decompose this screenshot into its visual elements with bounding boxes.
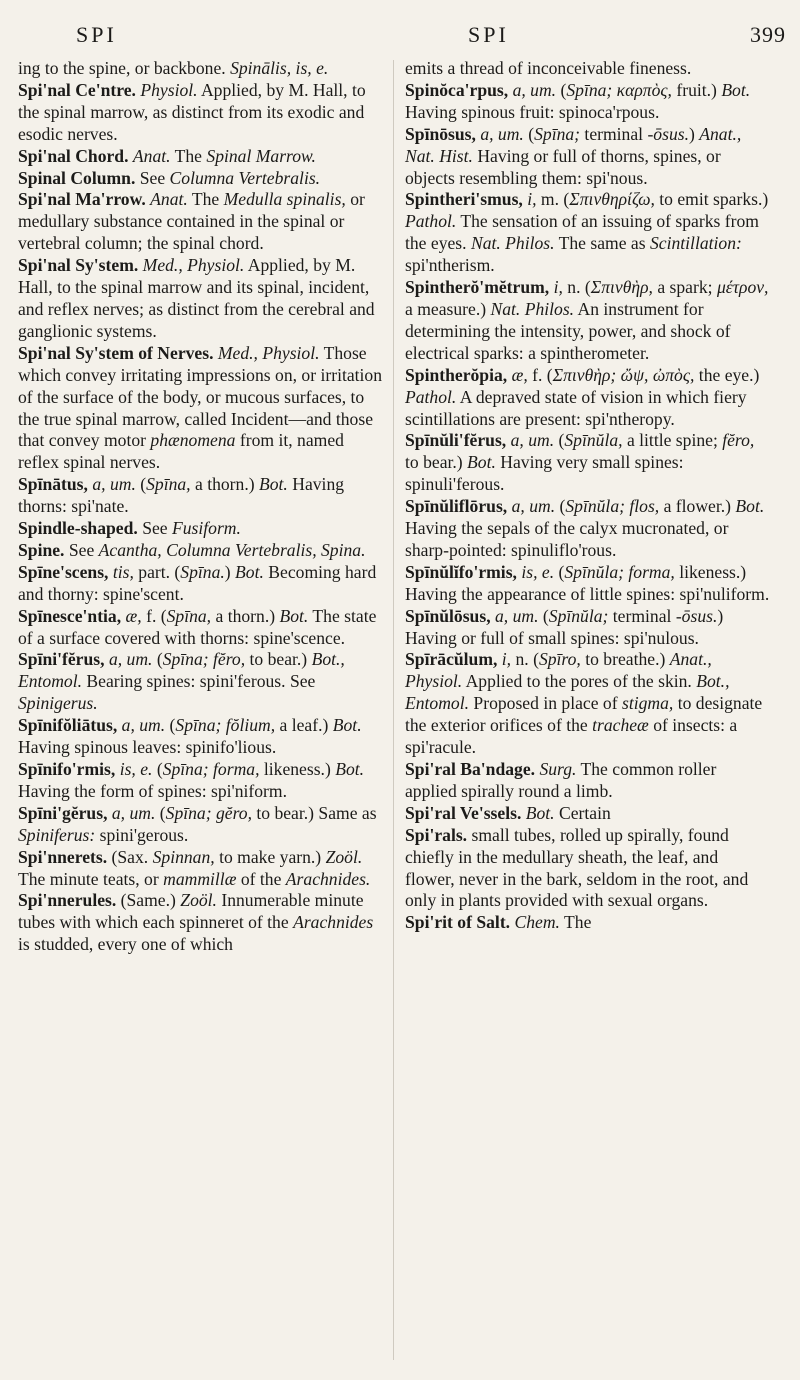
running-head-right: SPI <box>468 22 509 47</box>
entry-italic-text: Bot. <box>235 561 264 582</box>
entry-italic-text: Spīna; gĕro, <box>165 802 252 823</box>
entry-italic-text: Bot. <box>721 79 751 100</box>
entry-italic-text: Spīro, <box>538 649 581 670</box>
dictionary-entry <box>405 277 771 365</box>
entry-text: (Sax. <box>107 846 153 867</box>
entry-headword: Spi'nal Ce'ntre. <box>18 79 136 100</box>
entry-italic-text: a, um. <box>480 123 524 144</box>
dictionary-entry <box>405 430 771 496</box>
entry-italic-text: tracheæ <box>592 715 649 736</box>
entry-headword: Spīnŭliflōrus, <box>405 496 508 517</box>
entry-text: See <box>137 518 172 539</box>
entry-italic-text: Anat., Physiol. <box>405 649 712 692</box>
entry-text: Bearing spines: spini'ferous. See <box>82 671 316 692</box>
entry-text: ) <box>224 561 236 582</box>
entry-italic-text: Bot. <box>279 605 309 626</box>
dictionary-entry <box>405 759 771 803</box>
right-column <box>405 58 771 934</box>
entry-text: to breathe.) <box>580 649 670 670</box>
entry-text: ( <box>555 496 566 517</box>
dictionary-entry <box>18 759 384 803</box>
entry-italic-text: a, um. <box>121 715 166 736</box>
entry-italic-text: μέτρον, <box>716 277 769 298</box>
entry-italic-text: i, <box>501 649 512 670</box>
entry-text: the eye.) <box>694 364 760 385</box>
entry-italic-text: Physiol. <box>140 79 198 100</box>
entry-text: Applied, by M. Hall, to the spinal marrow and its spinal, incident, and reflex nerves; as distinct from the cerebral and ganglionic systems. <box>18 255 375 341</box>
entry-text: spini'gerous. <box>95 824 189 845</box>
entry-italic-text: Medulla spinalis, <box>223 189 346 210</box>
entry-italic-text: -ōsus. <box>647 123 689 144</box>
entry-italic-text: Spīna. <box>180 561 225 582</box>
entry-text: ( <box>155 802 166 823</box>
dictionary-entry <box>18 80 384 146</box>
dictionary-entry <box>18 343 384 474</box>
entry-headword: Spīnŭlōsus, <box>405 605 491 626</box>
entry-italic-text: Pathol. <box>405 211 457 232</box>
entry-text: to bear.) Same as <box>251 802 377 823</box>
dictionary-entry <box>18 146 384 168</box>
entry-text: The <box>187 189 224 210</box>
entry-italic-text: Pathol. <box>405 386 457 407</box>
dictionary-entry <box>405 189 771 277</box>
entry-headword: Spi'nnerules. <box>18 890 117 911</box>
dictionary-entry <box>405 365 771 431</box>
dictionary-entry <box>405 80 771 124</box>
page-header <box>18 22 786 52</box>
entry-italic-text: Zoöl. <box>180 890 217 911</box>
dictionary-entry <box>18 715 384 759</box>
entry-italic-text: mammillæ <box>163 868 237 889</box>
entry-italic-text: Zoöl. <box>325 846 363 867</box>
dictionary-entry <box>405 58 771 80</box>
entry-text: ing to the spine, or backbone. <box>18 58 231 78</box>
entry-text: to bear.) <box>405 452 468 473</box>
entry-headword: Spi'ral Ba'ndage. <box>405 759 536 779</box>
entry-text: of insects: a spi'racule. <box>405 715 738 758</box>
entry-text: The minute teats, or <box>18 868 164 889</box>
entry-headword: Spīnŭli'fĕrus, <box>405 430 507 451</box>
entry-text: Certain <box>554 802 611 823</box>
entry-text: ( <box>165 715 176 736</box>
entry-italic-text: Σπινθηρίζω, <box>569 189 655 210</box>
entry-text: f. ( <box>527 364 553 385</box>
entry-italic-text: a, um. <box>511 496 556 517</box>
entry-text: is studded, every one of which <box>18 934 233 955</box>
entry-text: a little spine; <box>622 430 723 451</box>
entry-text: a spark; <box>652 277 717 298</box>
entry-text: ( <box>556 79 567 100</box>
entry-italic-text: Bot. <box>467 452 496 473</box>
entry-text: An instrument for determining the intensity, power, and shock of electrical sparks: a spintherometer. <box>405 298 731 363</box>
entry-text: likeness.) Having the appearance of little spines: spi'nuliform. <box>405 561 770 604</box>
entry-headword: Spi'nal Ma'rrow. <box>18 189 146 210</box>
entry-text: Having spinous fruit: spinoca'rpous. <box>405 101 660 122</box>
entry-headword: Spi'rit of Salt. <box>405 912 511 933</box>
entry-text: terminal <box>608 605 676 626</box>
entry-text: Having thorns: spi'nate. <box>18 474 345 517</box>
entry-italic-text: Spīna; <box>534 123 581 144</box>
entry-italic-text: Spinal Marrow. <box>206 145 316 166</box>
entry-text: of the <box>236 868 286 889</box>
entry-italic-text: Surg. <box>539 759 577 779</box>
entry-italic-text: i, <box>527 189 537 210</box>
entry-italic-text: Spīnŭla, <box>564 430 623 451</box>
entry-headword: Spi'nal Chord. <box>18 145 129 166</box>
entry-italic-text: Spinālis, is, e. <box>230 58 329 78</box>
entry-text: Proposed in place of <box>469 693 622 714</box>
entry-italic-text: Σπινθὴρ, <box>590 277 653 298</box>
entry-italic-text: Chem. <box>514 912 560 933</box>
entry-italic-text: Bot. <box>735 496 765 517</box>
entry-italic-text: is, e. <box>119 759 153 779</box>
entry-text: ) <box>689 123 700 144</box>
entry-text: m. ( <box>536 189 570 210</box>
entry-italic-text: Σπινθὴρ; ὤψ, ὠπὸς, <box>552 364 695 385</box>
entry-text: Innumerable minute tubes with which each spinneret of the <box>18 890 364 933</box>
entry-italic-text: a, um. <box>108 649 153 670</box>
entry-italic-text: Spīna; καρπὸς, <box>566 79 672 100</box>
dictionary-entry <box>18 168 384 190</box>
dictionary-entry <box>405 124 771 190</box>
entry-text: fruit.) <box>671 79 722 100</box>
entry-headword: Spīnātus, <box>18 474 88 495</box>
dictionary-entry <box>18 189 384 255</box>
entry-headword: Spīnŭlĭfo'rmis, <box>405 561 517 582</box>
entry-text: a thorn.) <box>190 474 259 495</box>
entry-italic-text: Bot. <box>525 802 555 823</box>
entry-italic-text: Bot., Entomol. <box>405 671 730 714</box>
entry-italic-text: a, um. <box>92 474 136 495</box>
entry-headword: Spīrācŭlum, <box>405 649 498 670</box>
entry-text: See <box>64 539 99 560</box>
entry-text: f. ( <box>141 605 167 626</box>
entry-text: ( <box>554 430 565 451</box>
dictionary-entry <box>405 606 771 650</box>
entry-italic-text: is, e. <box>521 561 555 582</box>
entry-text: (Same.) <box>116 890 181 911</box>
entry-text: a leaf.) <box>275 715 333 736</box>
dictionary-entry <box>18 890 384 956</box>
entry-italic-text: Arachnides. <box>285 868 371 889</box>
entry-italic-text: phænomena <box>150 430 236 451</box>
entry-italic-text: Spīna; forma, <box>162 759 260 779</box>
dictionary-entry <box>405 649 771 759</box>
column-divider <box>393 60 394 1360</box>
dictionary-entry <box>405 825 771 913</box>
entry-text: See <box>135 167 170 188</box>
entry-italic-text: i, <box>553 277 563 298</box>
entry-italic-text: a, um. <box>111 802 156 823</box>
entry-text: ( <box>152 759 163 779</box>
entry-italic-text: a, um. <box>510 430 555 451</box>
entry-italic-text: a, um. <box>495 605 539 626</box>
entry-text: Having the sepals of the calyx mucronated, or sharp-pointed: spinuliflo'rous. <box>405 518 729 560</box>
entry-text: Having or full of thorns, spines, or objects resembling them: spi'nous. <box>405 145 721 188</box>
entry-headword: Spīnōsus, <box>405 123 476 144</box>
entry-italic-text: Bot. <box>332 715 362 736</box>
entry-text: to make yarn.) <box>214 846 326 867</box>
entry-italic-text: Anat. <box>150 189 188 210</box>
entry-italic-text: Spīnŭla; flos, <box>565 496 660 517</box>
dictionary-entry <box>18 255 384 343</box>
dictionary-entry <box>405 912 771 934</box>
entry-text: The same as <box>554 233 650 254</box>
dictionary-entry <box>18 540 384 562</box>
entry-headword: Spīnifŏliātus, <box>18 715 118 736</box>
dictionary-entry <box>18 562 384 606</box>
entry-italic-text: Spīna; fŏlium, <box>175 715 276 736</box>
dictionary-entry <box>18 847 384 891</box>
entry-text: spi'ntherism. <box>405 255 495 276</box>
entry-text: a flower.) <box>659 496 736 517</box>
entry-italic-text: Med., Physiol. <box>142 255 245 276</box>
entry-italic-text: Spīna, <box>146 474 191 495</box>
dictionary-entry <box>18 474 384 518</box>
dictionary-entry <box>405 803 771 825</box>
entry-italic-text: Bot. <box>335 759 365 779</box>
entry-text: to designate the exterior orifices of the <box>405 693 763 736</box>
entry-text: likeness.) <box>259 759 336 779</box>
entry-headword: Spi'nal Sy'stem. <box>18 255 139 276</box>
entry-italic-text: Spinnan, <box>152 846 215 867</box>
entry-italic-text: Spiniferus: <box>18 824 96 845</box>
page-number: 399 <box>750 22 786 47</box>
entry-headword: Spi'rals. <box>405 824 468 845</box>
entry-italic-text: Spīnŭla; <box>548 605 609 626</box>
entry-headword: Spīni'fĕrus, <box>18 649 105 670</box>
entry-italic-text: Acantha, Columna Vertebralis, Spina. <box>98 539 366 560</box>
entry-italic-text: Fusiform. <box>172 518 241 539</box>
entry-headword: Spinŏca'rpus, <box>405 79 509 100</box>
entry-text: Having very small spines: spinuli'ferous. <box>405 452 684 495</box>
left-column <box>18 58 384 956</box>
dictionary-entry <box>18 606 384 650</box>
entry-italic-text: Columna Vertebralis. <box>169 167 321 188</box>
entry-text: ( <box>523 123 535 144</box>
entry-text: terminal <box>580 123 648 144</box>
entry-text: to emit sparks.) <box>654 189 769 210</box>
entry-text: ( <box>554 561 565 582</box>
dictionary-entry <box>18 518 384 540</box>
entry-headword: Spintheri'smus, <box>405 189 523 210</box>
entry-italic-text: Arachnides <box>293 912 374 933</box>
entry-text: to bear.) <box>245 649 312 670</box>
entry-headword: Spi'ral Ve'ssels. <box>405 802 522 823</box>
entry-headword: Spīnifo'rmis, <box>18 759 116 779</box>
entry-text: Applied, by M. Hall, to the spinal marrow, as distinct from its exodic and esodic nerves. <box>18 79 366 144</box>
dictionary-entry <box>405 562 771 606</box>
entry-text: ( <box>135 474 147 495</box>
entry-text: The <box>559 912 592 933</box>
dictionary-entry <box>18 649 384 715</box>
entry-text: ( <box>152 649 163 670</box>
entry-text: Having the form of spines: spi'niform. <box>18 780 287 801</box>
entry-italic-text: Scintillation: <box>649 233 742 254</box>
running-head-left: SPI <box>76 22 117 47</box>
entry-text: The state of a surface covered with thorns: spine'scence. <box>18 605 377 648</box>
entry-text: The common roller applied spirally round a limb. <box>405 759 717 801</box>
entry-text: The sensation of an issuing of sparks from the eyes. <box>405 211 759 254</box>
entry-italic-text: æ, <box>125 605 142 626</box>
entry-italic-text: Spīna; fĕro, <box>162 649 246 670</box>
entry-italic-text: Bot. <box>259 474 288 495</box>
entry-italic-text: Med., Physiol. <box>217 342 320 363</box>
dictionary-entry <box>405 496 771 562</box>
entry-italic-text: Anat. <box>132 145 171 166</box>
entry-italic-text: tis, <box>112 561 134 582</box>
entry-italic-text: Spīnŭla; forma, <box>564 561 675 582</box>
entry-headword: Spindle-shaped. <box>18 518 138 539</box>
entry-text: from it, named reflex spinal nerves. <box>18 430 344 473</box>
entry-text: A depraved state of vision in which fiery scintillations are present: spi'ntheropy. <box>405 386 747 429</box>
entry-italic-text: -ōsus. <box>675 605 718 626</box>
dictionary-entry <box>18 803 384 847</box>
entry-text: Becoming hard and thorny: spine'scent. <box>18 561 377 604</box>
entry-headword: Spintherŏ'mĕtrum, <box>405 277 550 298</box>
entry-headword: Spintherŏpia, <box>405 364 508 385</box>
entry-headword: Spīni'gĕrus, <box>18 802 108 823</box>
entry-italic-text: Nat. Philos. <box>490 298 575 319</box>
dictionary-entry <box>18 58 384 80</box>
entry-italic-text: æ, <box>511 364 528 385</box>
entry-headword: Spine. <box>18 539 65 560</box>
entry-text: a measure.) <box>405 298 491 319</box>
entry-italic-text: Spinigerus. <box>18 693 98 714</box>
entry-text: emits a thread of inconceivable fineness. <box>405 58 692 78</box>
entry-text: Those which convey irritating impressions on, or irritation of the surface of the body, or mucous surfaces, to the true spinal marrow, called Incident—and those that convey motor <box>18 342 383 451</box>
entry-text: Having spinous leaves: spinifo'lious. <box>18 737 277 758</box>
entry-headword: Spīne'scens, <box>18 561 109 582</box>
entry-italic-text: Anat., Nat. Hist. <box>405 123 742 166</box>
entry-italic-text: Bot., Entomol. <box>18 649 345 692</box>
entry-italic-text: fĕro, <box>722 430 755 451</box>
entry-text: Applied to the pores of the skin. <box>462 671 697 692</box>
entry-text: part. ( <box>133 561 181 582</box>
entry-text: The <box>170 145 207 166</box>
entry-text: n. ( <box>511 649 539 670</box>
entry-headword: Spinal Column. <box>18 167 136 188</box>
entry-text: n. ( <box>562 277 591 298</box>
entry-headword: Spi'nnerets. <box>18 846 108 867</box>
entry-headword: Spi'nal Sy'stem of Nerves. <box>18 342 214 363</box>
entry-italic-text: Spīna, <box>166 605 212 626</box>
entry-text: or medullary substance contained in the spinal or vertebral column; the spinal chord. <box>18 189 365 254</box>
entry-italic-text: a, um. <box>512 79 557 100</box>
entry-text: small tubes, rolled up spirally, found chiefly in the medullary sheath, the leaf, and flower, never in the bark, seldom in the root, and only in plants provided with sexual organs. <box>405 824 749 911</box>
entry-headword: Spīnesce'ntia, <box>18 605 122 626</box>
entry-text: ( <box>538 605 549 626</box>
entry-text: ) Having or full of small spines: spi'nulous. <box>405 605 724 648</box>
entry-text: a thorn.) <box>211 605 280 626</box>
entry-italic-text: stigma, <box>621 693 674 714</box>
entry-italic-text: Nat. Philos. <box>470 233 555 254</box>
